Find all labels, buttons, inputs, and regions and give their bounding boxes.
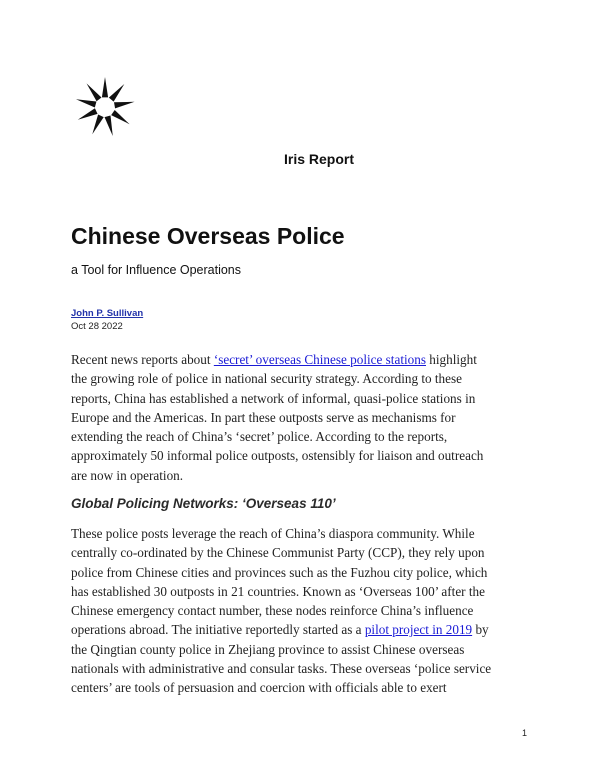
report-label: Iris Report	[284, 151, 355, 167]
paragraph-line: has established 30 outposts in 21 countries. Known as ‘Overseas 100’ after the	[71, 583, 485, 599]
pilot-project-link[interactable]: pilot project in 2019	[364, 622, 473, 638]
intro-paragraph	[71, 350, 535, 485]
paragraph-line: the Qingtian county police in Zhejiang province to assist Chinese overseas	[71, 641, 465, 657]
paragraph-line: the growing role of police in national security strategy. According to these	[71, 371, 462, 387]
paragraph-line: nationals with administrative and consular tasks. These overseas ‘police service	[71, 661, 492, 677]
paragraph-line: extending the reach of China’s ‘secret’ police. According to the reports,	[71, 429, 448, 445]
paragraph-line: reports, China has established a network of informal, quasi-police stations in	[71, 390, 476, 406]
text-run: Recent news reports about	[71, 352, 214, 367]
paragraph-line: centrally co-ordinated by the Chinese Communist Party (CCP), they rely upon	[71, 545, 485, 561]
section-heading: Global Policing Networks: ‘Overseas 110’	[71, 496, 336, 511]
starburst-logo-icon	[74, 76, 136, 138]
paragraph-line: centers’ are tools of persuasion and coercion with officials able to exert	[71, 680, 447, 696]
publish-date: Oct 28 2022	[71, 321, 123, 332]
paragraph-line: Europe and the Americas. In part these outposts serve as mechanisms for	[71, 409, 456, 425]
article-title: Chinese Overseas Police	[71, 223, 345, 249]
paragraph-line: approximately 50 informal police outposts, ostensibly for liaison and outreach	[71, 448, 484, 464]
paragraph-line	[71, 620, 535, 639]
article-subtitle: a Tool for Influence Operations	[71, 263, 242, 277]
paragraph-line: Chinese emergency contact number, these nodes reinforce China’s influence	[71, 603, 474, 619]
paragraph-line: police from Chinese cities and provinces such as the Fuzhou city police, which	[71, 564, 488, 580]
paragraph-line	[71, 350, 535, 369]
text-run: by	[472, 622, 489, 638]
text-run: highlight	[425, 352, 477, 367]
body-paragraph	[71, 524, 535, 698]
text-run: operations abroad. The initiative reportedly started as a	[71, 622, 365, 638]
author-link[interactable]: John P. Sullivan	[71, 308, 144, 319]
page-number: 1	[522, 728, 528, 738]
secret-police-stations-link[interactable]: ‘secret’ overseas Chinese police stations	[213, 352, 426, 367]
paragraph-line: These police posts leverage the reach of China’s diaspora community. While	[71, 526, 475, 541]
paragraph-line: are now in operation.	[71, 467, 184, 483]
